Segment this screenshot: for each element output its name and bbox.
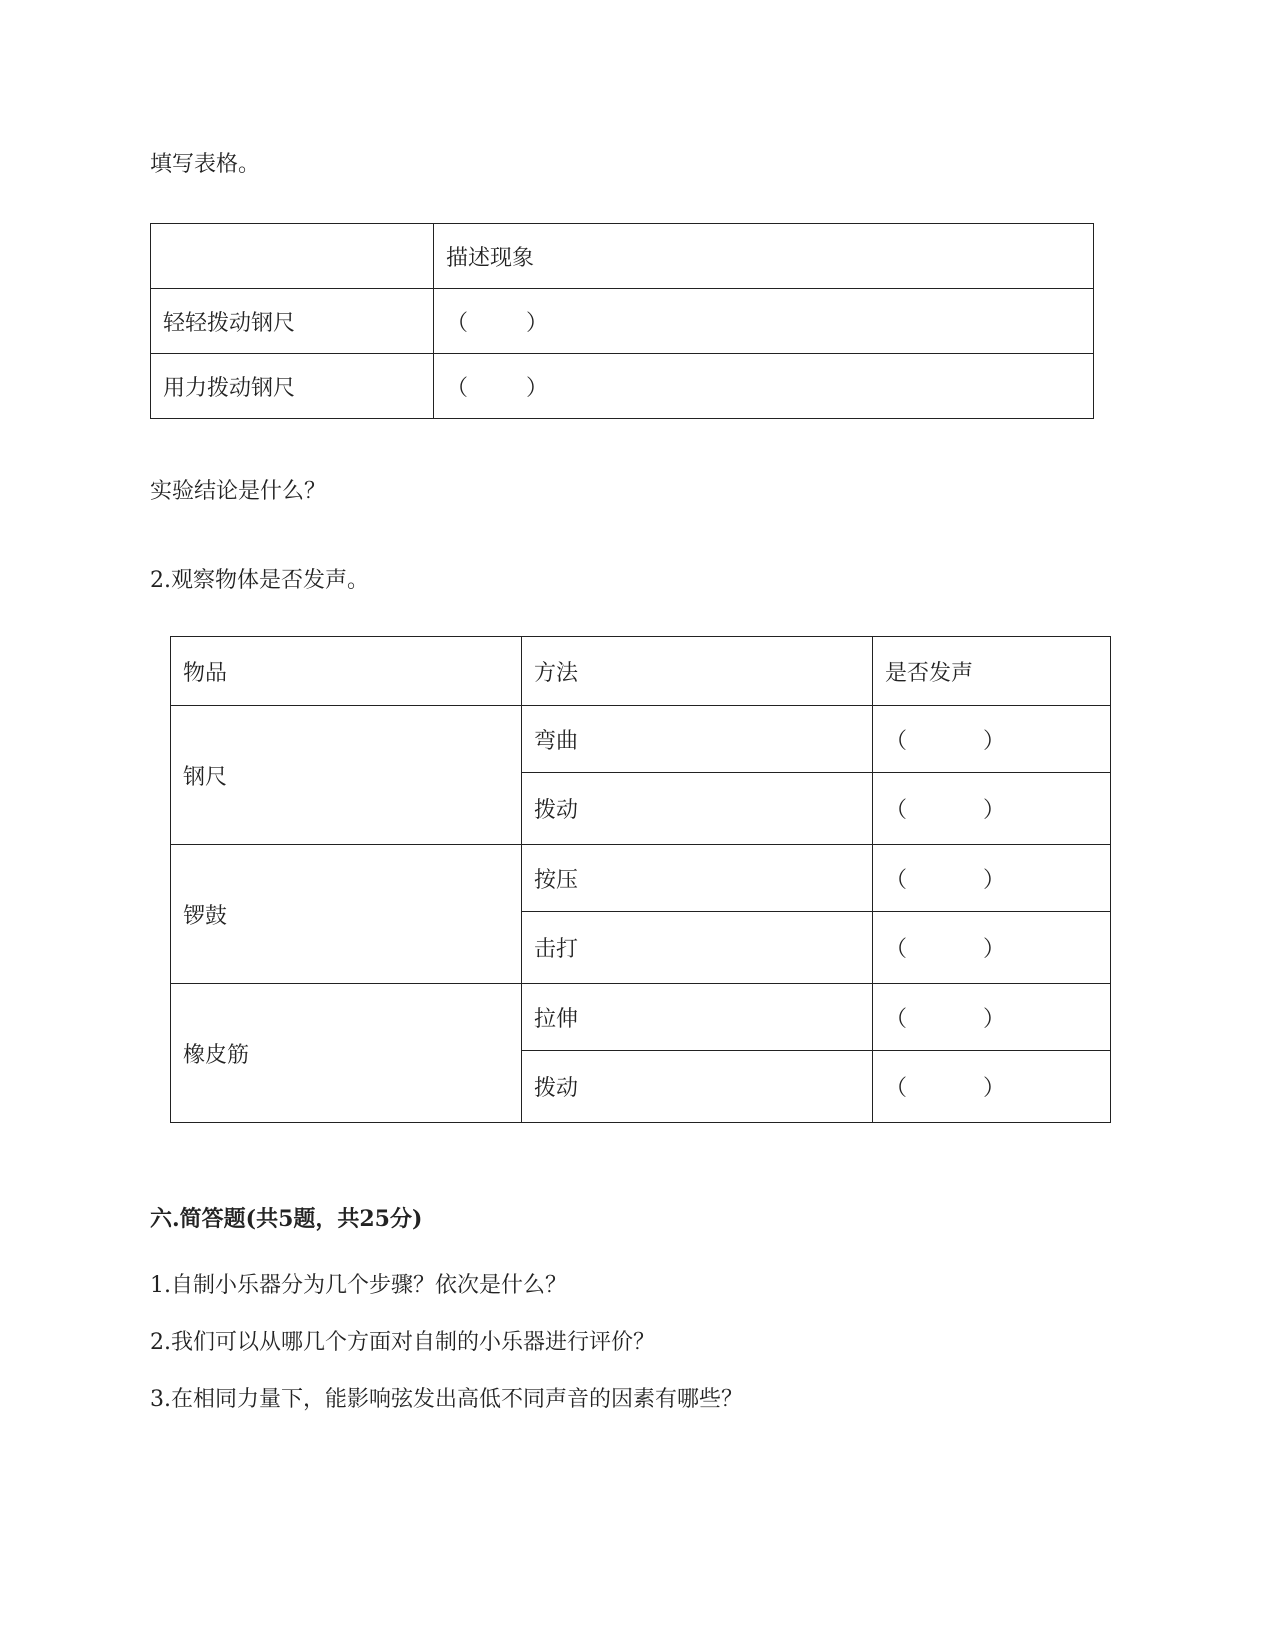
section6-title: 六.简答题(共5题，共25分)	[150, 1206, 423, 1232]
table-row	[171, 984, 1111, 1051]
table-row	[151, 289, 1094, 354]
answer-blank[interactable]: （ ）	[873, 845, 1111, 912]
method-cell: 弯曲	[522, 706, 873, 773]
item-cell: 钢尺	[171, 706, 522, 845]
answer-blank[interactable]: （ ）	[873, 984, 1111, 1051]
question-2: 2.我们可以从哪几个方面对自制的小乐器进行评价？	[150, 1330, 655, 1355]
method-cell: 击打	[522, 912, 873, 984]
method-cell: 拉伸	[522, 984, 873, 1051]
method-cell: 拨动	[522, 1051, 873, 1123]
table-header-cell: 是否发声	[873, 637, 1111, 706]
table-row	[171, 637, 1111, 706]
sound-observation-table	[170, 636, 1111, 1123]
method-cell: 拨动	[522, 773, 873, 845]
table-header-cell	[151, 224, 434, 289]
table-header-cell: 物品	[171, 637, 522, 706]
table-row	[171, 706, 1111, 773]
table-row	[151, 224, 1094, 289]
intro-text: 填写表格。	[150, 152, 261, 177]
answer-blank[interactable]: （ ）	[873, 773, 1111, 845]
question-1: 1.自制小乐器分为几个步骤？依次是什么？	[150, 1273, 567, 1298]
answer-blank[interactable]: （ ）	[434, 289, 1094, 354]
table-row	[171, 845, 1111, 912]
table-header-cell: 描述现象	[434, 224, 1094, 289]
row-label: 用力拨动钢尺	[151, 354, 434, 419]
table-header-cell: 方法	[522, 637, 873, 706]
phenomenon-table	[150, 223, 1094, 419]
row-label: 轻轻拨动钢尺	[151, 289, 434, 354]
method-cell: 按压	[522, 845, 873, 912]
answer-blank[interactable]: （ ）	[873, 912, 1111, 984]
answer-blank[interactable]: （ ）	[434, 354, 1094, 419]
table-row	[151, 354, 1094, 419]
answer-blank[interactable]: （ ）	[873, 1051, 1111, 1123]
item-cell: 橡皮筋	[171, 984, 522, 1123]
section2-title: 2.观察物体是否发声。	[150, 568, 369, 593]
answer-blank[interactable]: （ ）	[873, 706, 1111, 773]
item-cell: 锣鼓	[171, 845, 522, 984]
conclusion-question: 实验结论是什么？	[150, 479, 327, 504]
question-3: 3.在相同力量下，能影响弦发出高低不同声音的因素有哪些？	[150, 1387, 743, 1412]
